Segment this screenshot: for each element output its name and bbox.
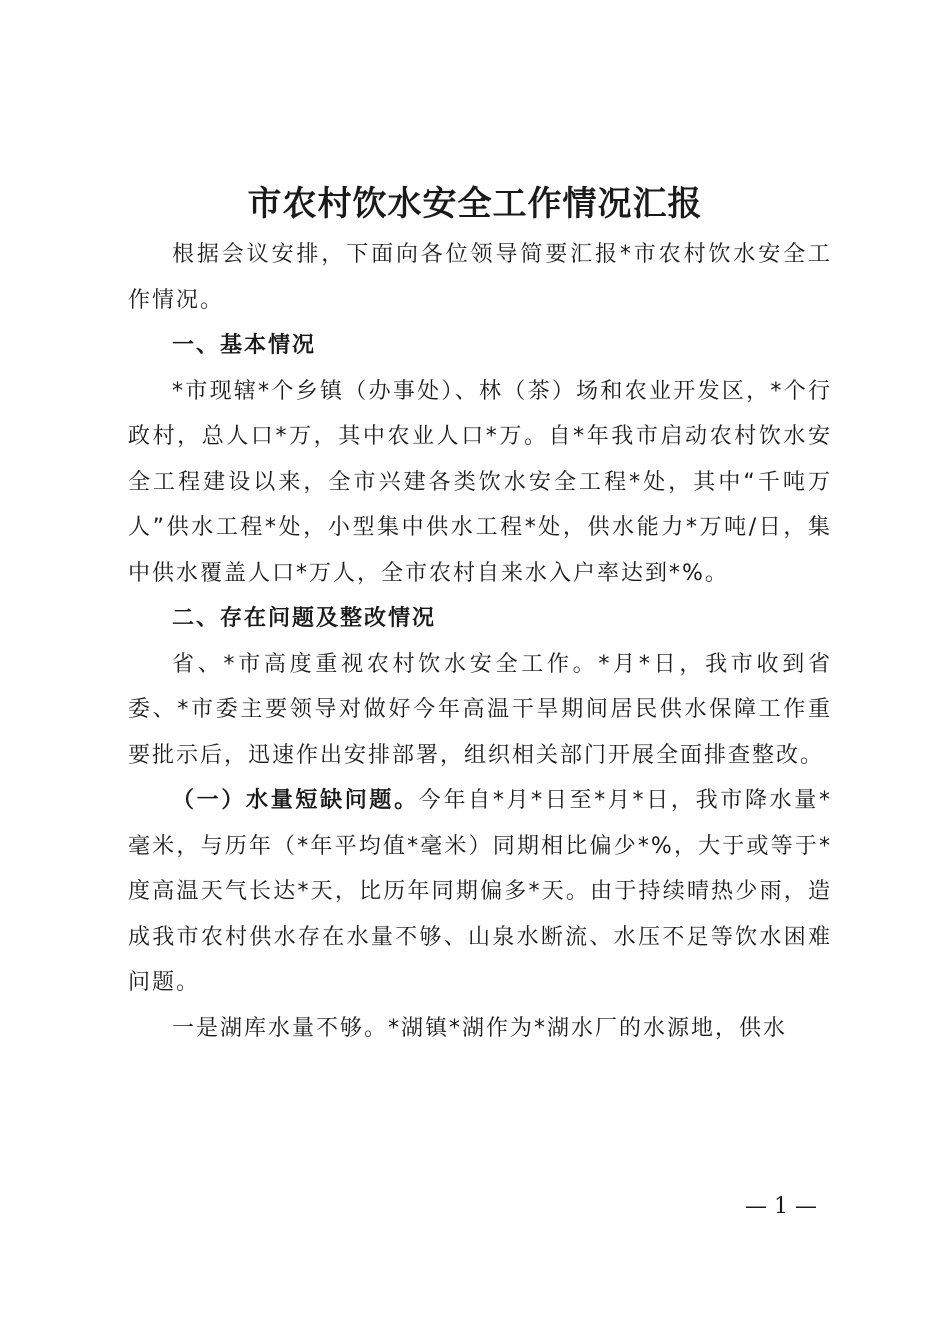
subsection-1-text: 今年自*月*日至*月*日，我市降水量*毫米，与历年（*年平均值*毫米）同期相比偏少*%，大于或等于*度高温天气长达*天，比历年同期偏多*天。由于持续晴热少雨，造成我市农村供水存在水量不够、山泉水断流、水压不足等饮水困难问题。 bbox=[128, 788, 833, 995]
section-2-paragraph: 省、*市高度重视农村饮水安全工作。*月*日，我市收到省委、*市委主要领导对做好今年高温干旱期间居民供水保障工作重要批示后，迅速作出安排部署，组织相关部门开展全面排查整改。 bbox=[128, 651, 832, 768]
section-1-paragraph: *市现辖*个乡镇（办事处）、林（茶）场和农业开发区，*个行政村，总人口*万，其中农业人口*万。自*年我市启动农村饮水安全工程建设以来，全市兴建各类饮水安全工程*处，其中“千吨万人”供水工程*处，小型集中供水工程*处，供水能力*万吨/日，集中供水覆盖人口*万人，全市农村自来水入户率达到*%。 bbox=[128, 378, 832, 586]
subsection-1-lead: （一）水量短缺问题。 bbox=[172, 788, 419, 813]
document-body bbox=[128, 232, 832, 1051]
section-2-heading: 二、存在问题及整改情况 bbox=[172, 606, 437, 631]
section-1-heading: 一、基本情况 bbox=[172, 333, 317, 358]
document-title: 市农村饮水安全工作情况汇报 bbox=[247, 184, 703, 224]
intro-paragraph: 根据会议安排，下面向各位领导简要汇报*市农村饮水安全工作情况。 bbox=[128, 242, 832, 313]
page-number: — 1 — bbox=[745, 1194, 817, 1219]
point-1-paragraph: 一是湖库水量不够。*湖镇*湖作为*湖水厂的水源地，供水 bbox=[172, 1015, 788, 1041]
subsection-1-paragraph bbox=[128, 778, 832, 1006]
